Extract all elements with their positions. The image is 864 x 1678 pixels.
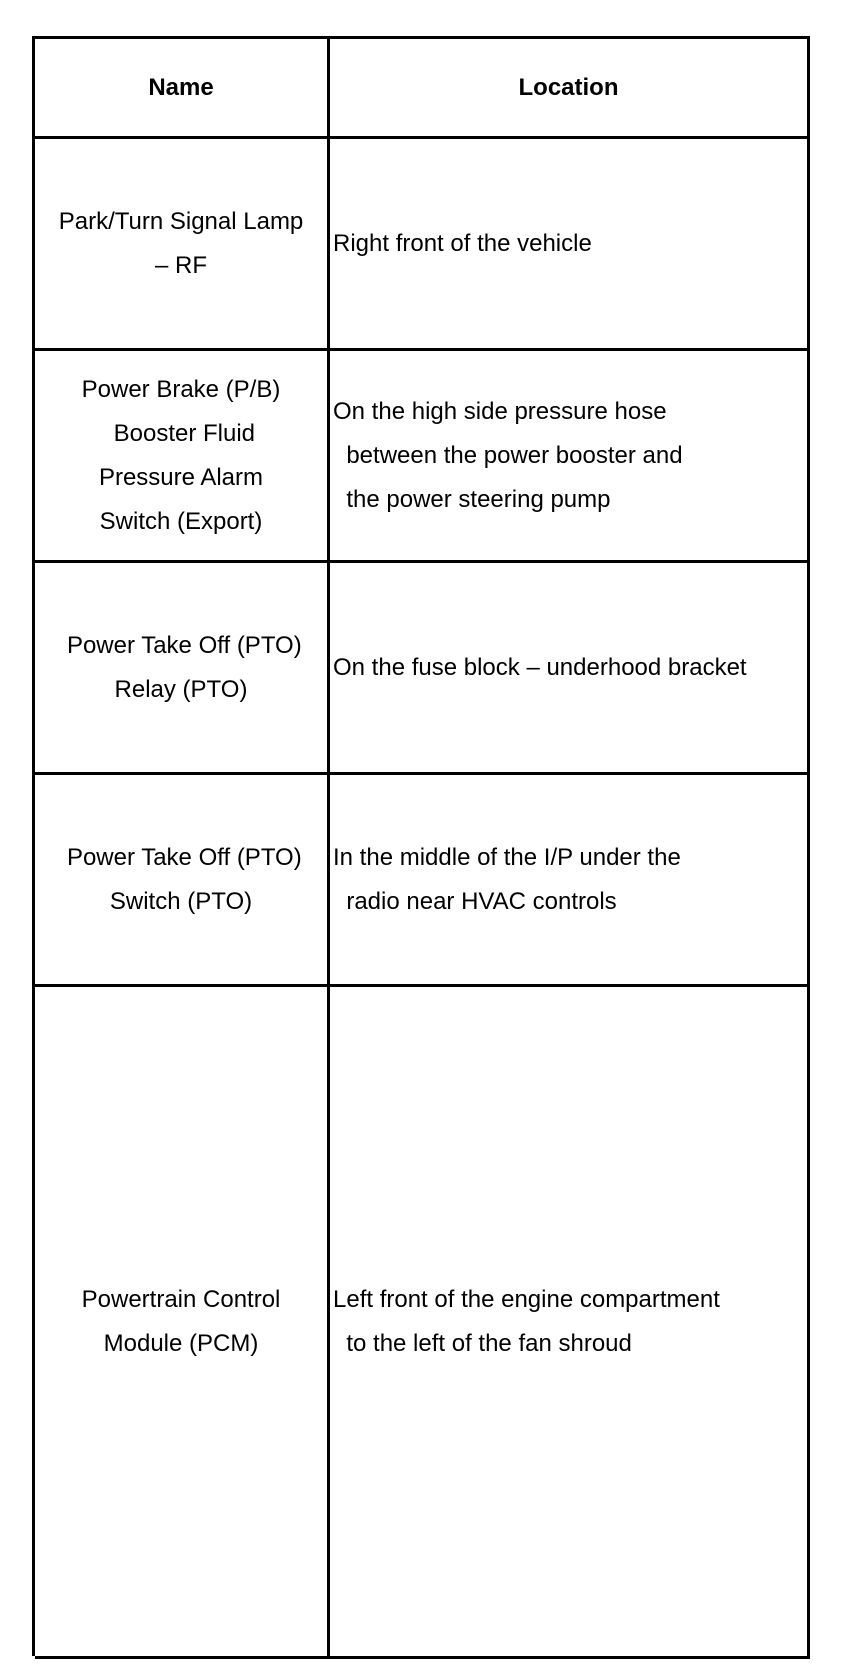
- table-row: [35, 139, 810, 351]
- column-header-location: Location: [330, 39, 810, 136]
- table-row: [35, 987, 810, 1659]
- table-cell-location: Left front of the engine compartment to the left of the fan shroud: [330, 987, 810, 1656]
- table-cell-name: Park/Turn Signal Lamp – RF: [35, 139, 330, 348]
- table-header-row: [35, 39, 810, 139]
- table-cell-location: On the high side pressure hose between the power booster and the power steering pump: [330, 351, 810, 560]
- table-row: [35, 351, 810, 563]
- table-cell-name: Powertrain Control Module (PCM): [35, 987, 330, 1656]
- table-cell-location: In the middle of the I/P under the radio near HVAC controls: [330, 775, 810, 984]
- table-cell-location: Right front of the vehicle: [330, 139, 810, 348]
- table-cell-name: Power Take Off (PTO) Switch (PTO): [35, 775, 330, 984]
- column-header-name: Name: [35, 39, 330, 136]
- table-cell-name: Power Take Off (PTO) Relay (PTO): [35, 563, 330, 772]
- table-row: [35, 775, 810, 987]
- table-cell-name: Power Brake (P/B) Booster Fluid Pressure Alarm Switch (Export): [35, 351, 330, 560]
- table-cell-location: On the fuse block – underhood bracket: [330, 563, 810, 772]
- table-row: [35, 563, 810, 775]
- component-location-table: [32, 36, 810, 1656]
